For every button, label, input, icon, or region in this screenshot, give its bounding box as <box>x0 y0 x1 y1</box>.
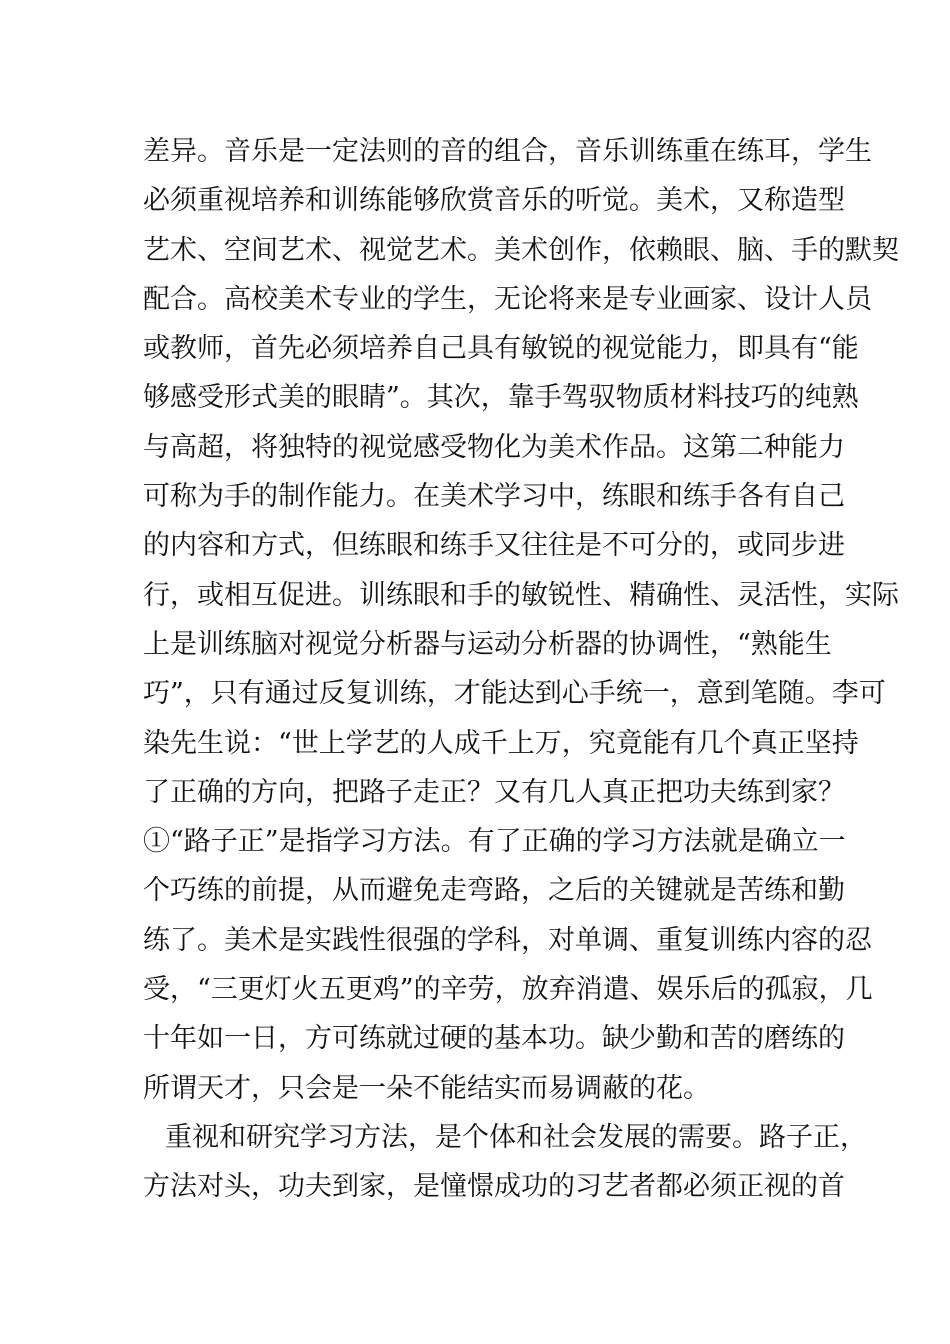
text-line: 可称为手的制作能力。在美术学习中，练眼和练手各有自己 <box>143 481 845 513</box>
text-line: 十年如一日，方可练就过硬的基本功。缺少勤和苦的磨练的 <box>143 1023 845 1055</box>
text-line: 够感受形式美的眼睛”。其次，靠手驾驭物质材料技巧的纯熟 <box>143 382 859 414</box>
text-line: 艺术、空间艺术、视觉艺术。美术创作，依赖眼、脑、手的默契 <box>143 234 899 266</box>
text-line: ①“路子正”是指学习方法。有了正确的学习方法就是确立一 <box>143 826 846 858</box>
text-line: 配合。高校美术专业的学生，无论将来是专业画家、设计人员 <box>143 283 872 315</box>
text-line: 上是训练脑对视觉分析器与运动分析器的协调性，“熟能生 <box>143 628 832 660</box>
text-line: 与高超，将独特的视觉感受物化为美术作品。这第二种能力 <box>143 431 845 463</box>
text-line: 个巧练的前提，从而避免走弯路，之后的关键就是苦练和勤 <box>143 875 845 907</box>
text-line: 染先生说：“世上学艺的人成千上万，究竟能有几个真正坚持 <box>143 727 859 759</box>
text-line: 行，或相互促进。训练眼和手的敏锐性、精确性、灵活性，实际 <box>143 579 899 611</box>
text-line: 的内容和方式，但练眼和练手又往往是不可分的，或同步进 <box>143 530 845 562</box>
paragraph-start-line: 重视和研究学习方法，是个体和社会发展的需要。路子正， <box>165 1121 867 1153</box>
text-line: 受，“三更灯火五更鸡”的辛劳，放弃消遣、娱乐后的孤寂，几 <box>143 974 873 1006</box>
text-line: 方法对头，功夫到家，是憧憬成功的习艺者都必须正视的首 <box>143 1171 845 1203</box>
paragraph-end-line: 所谓天才，只会是一朵不能结实而易调蔽的花。 <box>143 1072 710 1104</box>
text-line: 差异。音乐是一定法则的音的组合，音乐训练重在练耳，学生 <box>143 136 872 167</box>
text-line: 必须重视培养和训练能够欣赏音乐的听觉。美术，又称造型 <box>143 185 845 217</box>
text-line: 练了。美术是实践性很强的学科，对单调、重复训练内容的忍 <box>143 924 872 956</box>
text-line: 了正确的方向，把路子走正？又有几人真正把功夫练到家？ <box>143 776 845 808</box>
text-line: 或教师，首先必须培养自己具有敏锐的视觉能力，即具有“能 <box>143 333 859 365</box>
text-line: 巧”，只有通过反复训练，才能达到心手统一，意到笔随。李可 <box>143 678 886 710</box>
body-text <box>143 127 899 1212</box>
